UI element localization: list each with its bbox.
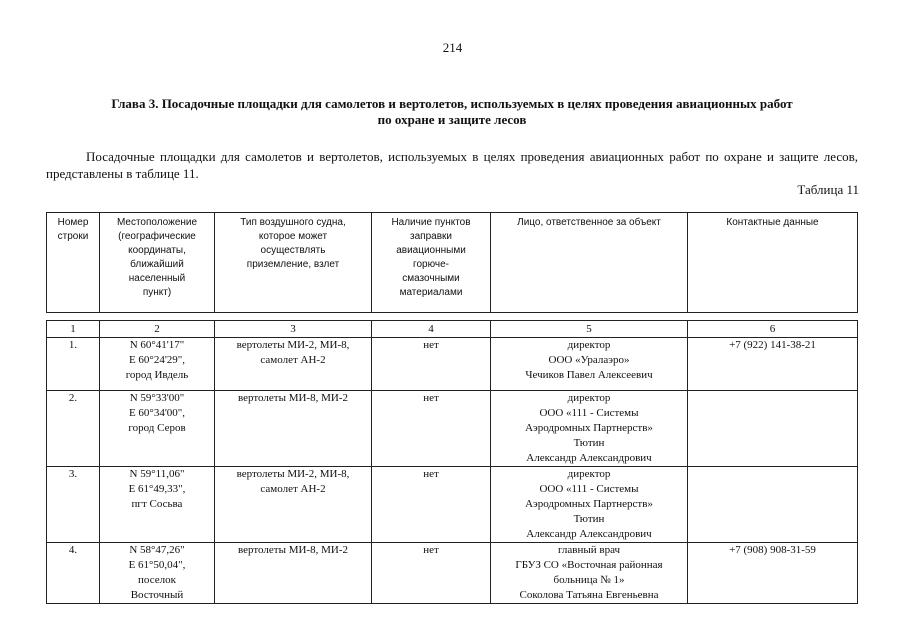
header-cell-fuel — [372, 213, 491, 313]
header-cell-location — [100, 213, 215, 313]
table-row — [47, 391, 858, 467]
aircraft-cell — [215, 467, 372, 543]
cell-text-line: N 60°41'17" — [129, 339, 185, 351]
cell-text-line: Аэродромных Партнерств» — [525, 422, 653, 434]
cell-text-line: больница № 1» — [553, 574, 625, 586]
header-text-line: осуществлять — [260, 245, 326, 256]
cell-text-line: вертолеты МИ-2, МИ-8, — [236, 339, 350, 351]
cell-text-line: Тютин — [573, 513, 605, 525]
cell-text-line: вертолеты МИ-2, МИ-8, — [236, 468, 350, 480]
fuel-cell: нет — [372, 543, 491, 604]
header-text-line: Наличие пунктов — [391, 217, 471, 228]
cell-text-line: E 60°34'00", — [128, 407, 186, 419]
column-number: 2 — [100, 321, 215, 338]
cell-text-line: E 61°50,04", — [128, 559, 186, 571]
cell-text-line: Александр Александрович — [526, 452, 652, 464]
cell-text-line: E 60°24'29", — [128, 354, 186, 366]
row-number-cell: 2. — [47, 391, 100, 467]
table-caption: Таблица 11 — [797, 182, 859, 197]
header-cell-contact — [688, 213, 858, 313]
page-number: 214 — [442, 40, 463, 55]
chapter-title-line-1: Глава 3. Посадочные площадки для самолетов и вертолетов, используемых в целях проведения авиационных работ — [111, 96, 793, 111]
table-header — [46, 212, 858, 313]
location-cell — [100, 543, 215, 604]
cell-text-line: директор — [567, 392, 611, 404]
header-text-line: заправки — [410, 231, 452, 242]
cell-text-line: N 58°47,26" — [129, 544, 185, 556]
fuel-cell: нет — [372, 338, 491, 391]
header-text-line: Лицо, ответственное за объект — [517, 217, 661, 228]
cell-text-line: вертолеты МИ-8, МИ-2 — [238, 544, 348, 556]
header-text-line: горюче- — [413, 259, 449, 270]
fuel-cell: нет — [372, 467, 491, 543]
header-text-line: пункт) — [142, 287, 172, 298]
header-text-line: (географические — [118, 231, 196, 242]
cell-text-line: поселок — [138, 574, 176, 586]
header-text-line: Номер — [57, 217, 89, 228]
cell-text-line: самолет АН-2 — [260, 354, 326, 366]
cell-text-line: город Серов — [128, 422, 186, 434]
cell-text-line: вертолеты МИ-8, МИ-2 — [238, 392, 348, 404]
header-text-line: смазочными — [402, 273, 460, 284]
header-text-line: Тип воздушного судна, — [240, 217, 346, 228]
cell-text-line: Восточный — [130, 589, 184, 601]
cell-text-line: Чечиков Павел Алексеевич — [525, 369, 653, 381]
header-text-line: строки — [57, 231, 89, 242]
column-number: 6 — [688, 321, 858, 338]
header-cell-person — [491, 213, 688, 313]
header-text-line: координаты, — [128, 245, 186, 256]
header-cell-number — [47, 213, 100, 313]
location-cell — [100, 338, 215, 391]
cell-text-line: директор — [567, 468, 611, 480]
cell-text-line: ООО «111 - Системы — [539, 483, 639, 495]
cell-text-line: Тютин — [573, 437, 605, 449]
cell-text-line: Аэродромных Партнерств» — [525, 498, 653, 510]
table-row — [47, 543, 858, 604]
cell-text-line: Александр Александрович — [526, 528, 652, 540]
cell-text-line: ГБУЗ СО «Восточная районная — [515, 559, 663, 571]
location-cell — [100, 391, 215, 467]
cell-text-line: E 61°49,33", — [128, 483, 186, 495]
table-header-row — [47, 213, 858, 313]
cell-text-line: N 59°11,06" — [129, 468, 185, 480]
header-text-line: Контактные данные — [726, 217, 819, 228]
contact-cell — [688, 391, 858, 467]
aircraft-cell — [215, 338, 372, 391]
table-body — [46, 320, 858, 604]
header-cell-aircraft — [215, 213, 372, 313]
cell-text-line: город Ивдель — [125, 369, 189, 381]
cell-text-line: Соколова Татьяна Евгеньевна — [519, 589, 659, 601]
row-number-cell: 4. — [47, 543, 100, 604]
header-text-line: Местоположение — [116, 217, 198, 228]
header-text-line: материалами — [399, 287, 463, 298]
person-cell — [491, 543, 688, 604]
cell-text-line: ООО «111 - Системы — [539, 407, 639, 419]
fuel-cell: нет — [372, 391, 491, 467]
column-number-row — [47, 321, 858, 338]
contact-cell — [688, 467, 858, 543]
column-number: 5 — [491, 321, 688, 338]
contact-cell: +7 (908) 908-31-59 — [688, 543, 858, 604]
person-cell — [491, 391, 688, 467]
header-text-line: авиационными — [396, 245, 466, 256]
intro-paragraph: Посадочные площадки для самолетов и вертолетов, используемых в целях проведения авиационных работ по охране и защите лесов, представлены в таблице 11. — [46, 149, 858, 181]
table-row — [47, 338, 858, 391]
cell-text-line: пгт Сосьва — [131, 498, 183, 510]
chapter-title — [46, 96, 858, 128]
cell-text-line: ООО «Уралаэро» — [548, 354, 630, 366]
cell-text-line: N 59°33'00" — [129, 392, 185, 404]
table-row — [47, 467, 858, 543]
header-text-line: населенный — [128, 273, 186, 284]
header-text-line: ближайший — [130, 259, 184, 270]
cell-text-line: директор — [567, 339, 611, 351]
column-number: 3 — [215, 321, 372, 338]
row-number-cell: 1. — [47, 338, 100, 391]
cell-text-line: самолет АН-2 — [260, 483, 326, 495]
aircraft-cell — [215, 543, 372, 604]
person-cell — [491, 338, 688, 391]
location-cell — [100, 467, 215, 543]
aircraft-cell — [215, 391, 372, 467]
person-cell — [491, 467, 688, 543]
cell-text-line: главный врач — [557, 544, 621, 556]
header-text-line: которое может — [258, 231, 328, 242]
contact-cell: +7 (922) 141-38-21 — [688, 338, 858, 391]
column-number: 4 — [372, 321, 491, 338]
chapter-title-line-2: по охране и защите лесов — [377, 112, 527, 127]
row-number-cell: 3. — [47, 467, 100, 543]
column-number: 1 — [47, 321, 100, 338]
header-text-line: приземление, взлет — [246, 259, 340, 270]
